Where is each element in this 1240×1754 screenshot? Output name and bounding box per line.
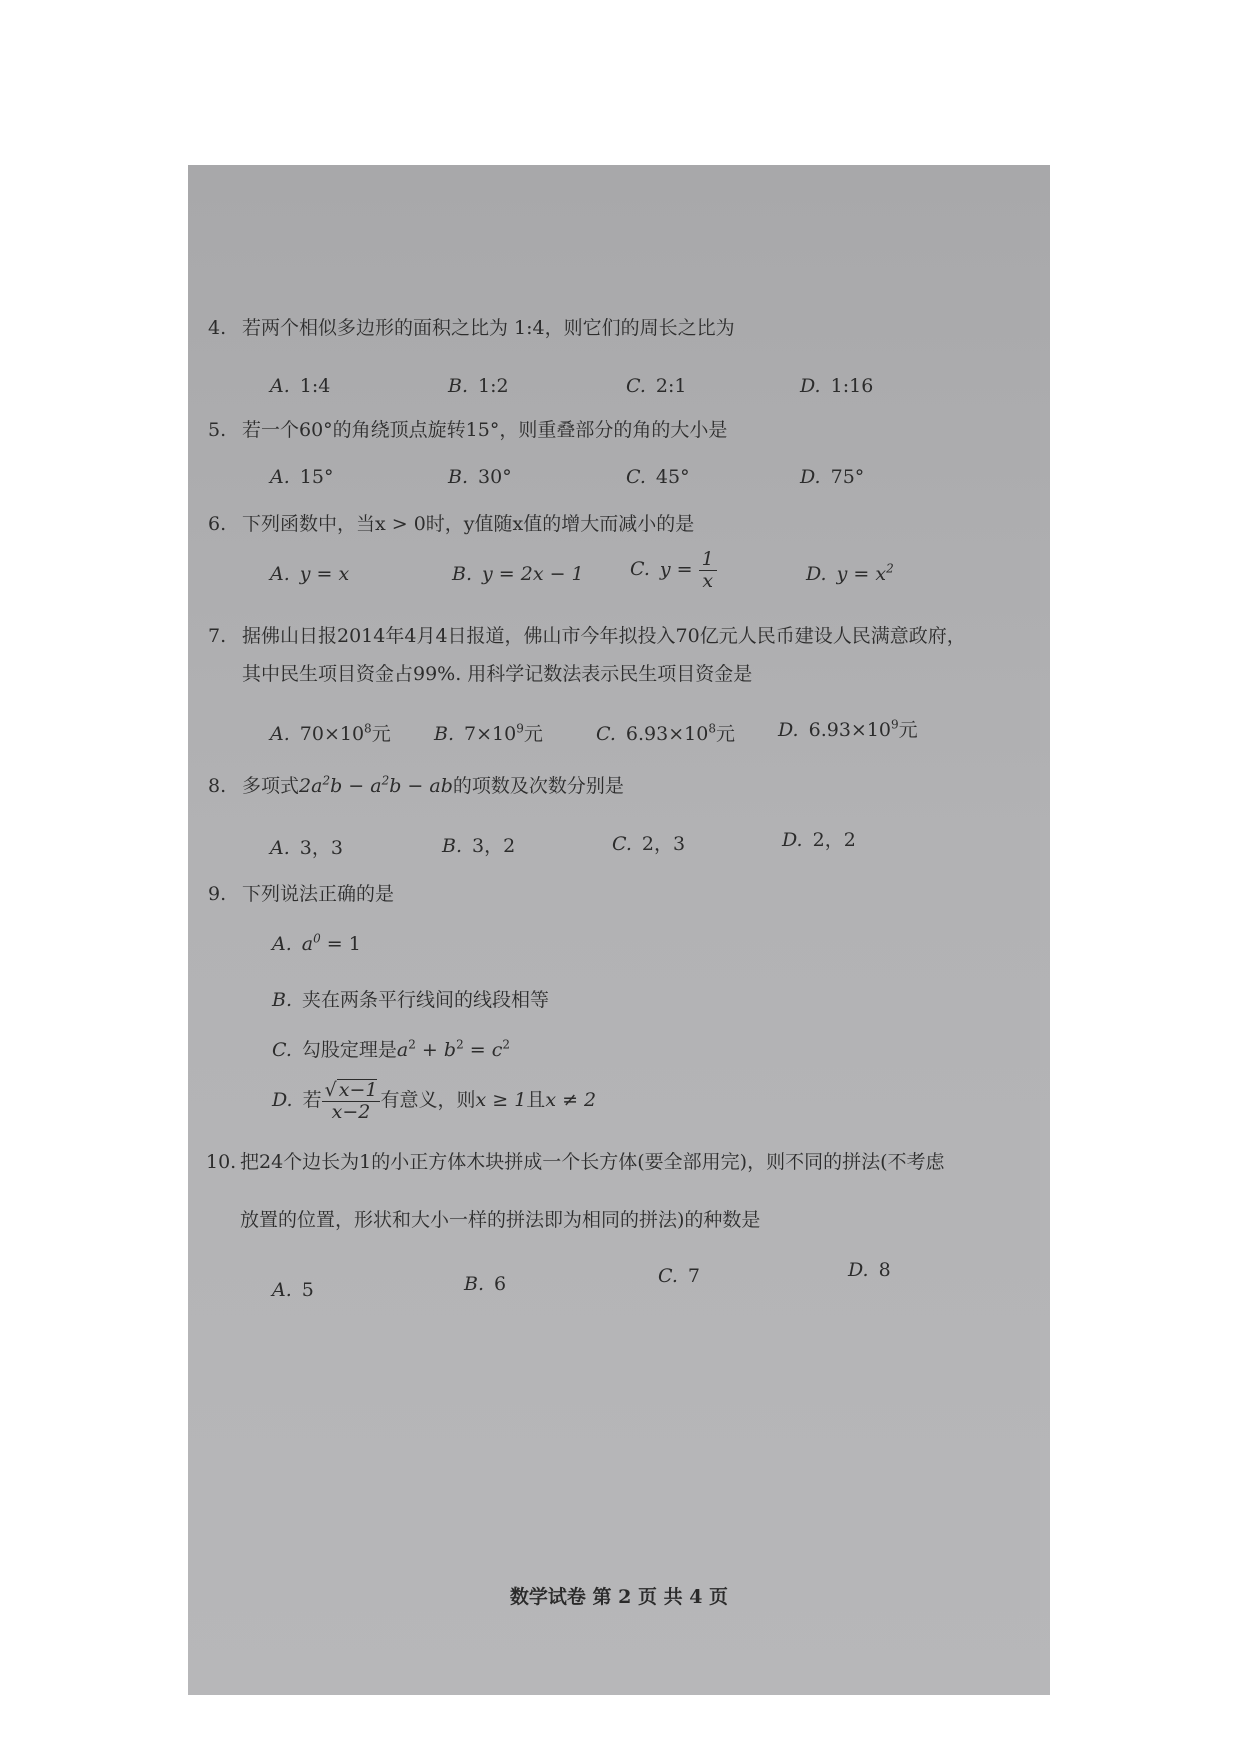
question-8-option-d: D. 2，2 — [782, 829, 856, 851]
question-4-option-d: D. 1:16 — [800, 375, 874, 397]
question-9-option-d: D. 若 $\frac{√ x-1}{x-2}$ 有意义，则x ≥ 1且x ≠ 2 — [272, 1079, 597, 1123]
question-8-option-b: B. 3，2 — [442, 835, 516, 857]
question-4-option-a: A. 1:4 — [270, 375, 331, 397]
page-footer: 数学试卷 第 2 页 共 4 页 — [509, 1586, 729, 1608]
question-9-option-c: C. 勾股定理是$a^2 + b^2 = c^2$ — [272, 1037, 510, 1061]
question-10-line-2: 放置的位置，形状和大小一样的拼法即为相同的拼法)的种数是 — [240, 1209, 761, 1231]
question-7-line-2: 其中民生项目资金占99%. 用科学记数法表示民生项目资金是 — [242, 663, 753, 685]
question-10-option-c: C. 7 — [658, 1265, 700, 1287]
question-7-option-c: C. $6.93\times 10^8$元 — [596, 721, 735, 745]
question-6-option-b: B. y = 2x − 1 — [452, 563, 584, 585]
question-5-option-d: D. 75° — [800, 466, 865, 488]
question-6-option-d: D. $y = x^2$ — [806, 561, 894, 585]
question-10-option-d: D. 8 — [848, 1259, 891, 1281]
question-10-option-a: A. 5 — [272, 1279, 314, 1301]
question-9-option-a: A. $a^0 = 1$ — [272, 931, 361, 955]
question-5-option-a: A. 15° — [270, 466, 334, 488]
exam-page: 4. 若两个相似多边形的面积之比为 1:4，则它们的周长之比为 A. 1:4 B. 1:2 C. 2:1 D. 1:16 5. 若一个60°的角绕顶点旋转15°，则重叠部分的角的大小是 A. 15° B. 30° C. 45° D. 75° 6. 下列函数中，当x > 0时，y值随x值的增大而减小的是 A. y = x B. y = 2x − 1 C. y = $\frac{1}{x}$ D. $y = x^2$ 7. 据佛山日报2014年4月4日报道，佛山市今年拟投入70亿元人民币建设人民满意政府， 其中民生项目资金占99%. 用科学记数法表示民生项目资金是 A. $70\times 10^8$元 B. $7\times 10^9$元 C. $6.93\times 10^8$元 D. $6.93\times 10^9$元 8. 多项式$2a^2b - a^2b$ − ab的项数及次数分别是 A. 3，3 B. 3，2 C. 2，3 D. 2，2 9. 下列说法正确的是 A. $a^0 = 1$ B. 夹在两条平行线间的线段相等 C. 勾股定理是$a^2 + b^2 = c^2$ D. 若 $\frac{√ x-1}{x-2}$ 有意义，则x ≥ 1且x ≠ 2 10. 把24个边长为1的小正方体木块拼成一个长方体(要全部用完)，则不同的拼法(不考虑 放置的位置，形状和大小一样的拼法即为相同的拼法)的种数是 A. 5 B. 6 C. 7 D. 8 数学试卷 第 2 页 共 4 页 — [188, 165, 1050, 1695]
question-6-option-c: C. y = $\frac{1}{x}$ — [630, 549, 717, 592]
question-4-option-c: C. 2:1 — [626, 375, 687, 397]
question-6-option-a: A. y = x — [270, 563, 350, 585]
question-4-option-b: B. 1:2 — [448, 375, 509, 397]
fraction: $\frac{√ x-1}{x-2}$ — [322, 1079, 381, 1123]
fraction: $\frac{1}{x}$ — [699, 549, 717, 592]
question-10-option-b: B. 6 — [464, 1273, 507, 1295]
question-5-option-b: B. 30° — [448, 466, 512, 488]
question-5-option-c: C. 45° — [626, 466, 690, 488]
question-9-option-b: B. 夹在两条平行线间的线段相等 — [272, 989, 550, 1011]
question-7-option-d: D. $6.93\times 10^9$元 — [778, 717, 918, 741]
question-8-option-a: A. 3，3 — [270, 837, 343, 859]
question-7-option-a: A. $70\times 10^8$元 — [270, 721, 391, 745]
question-7-option-b: B. $7\times 10^9$元 — [434, 721, 543, 745]
question-8-option-c: C. 2，3 — [612, 833, 686, 855]
